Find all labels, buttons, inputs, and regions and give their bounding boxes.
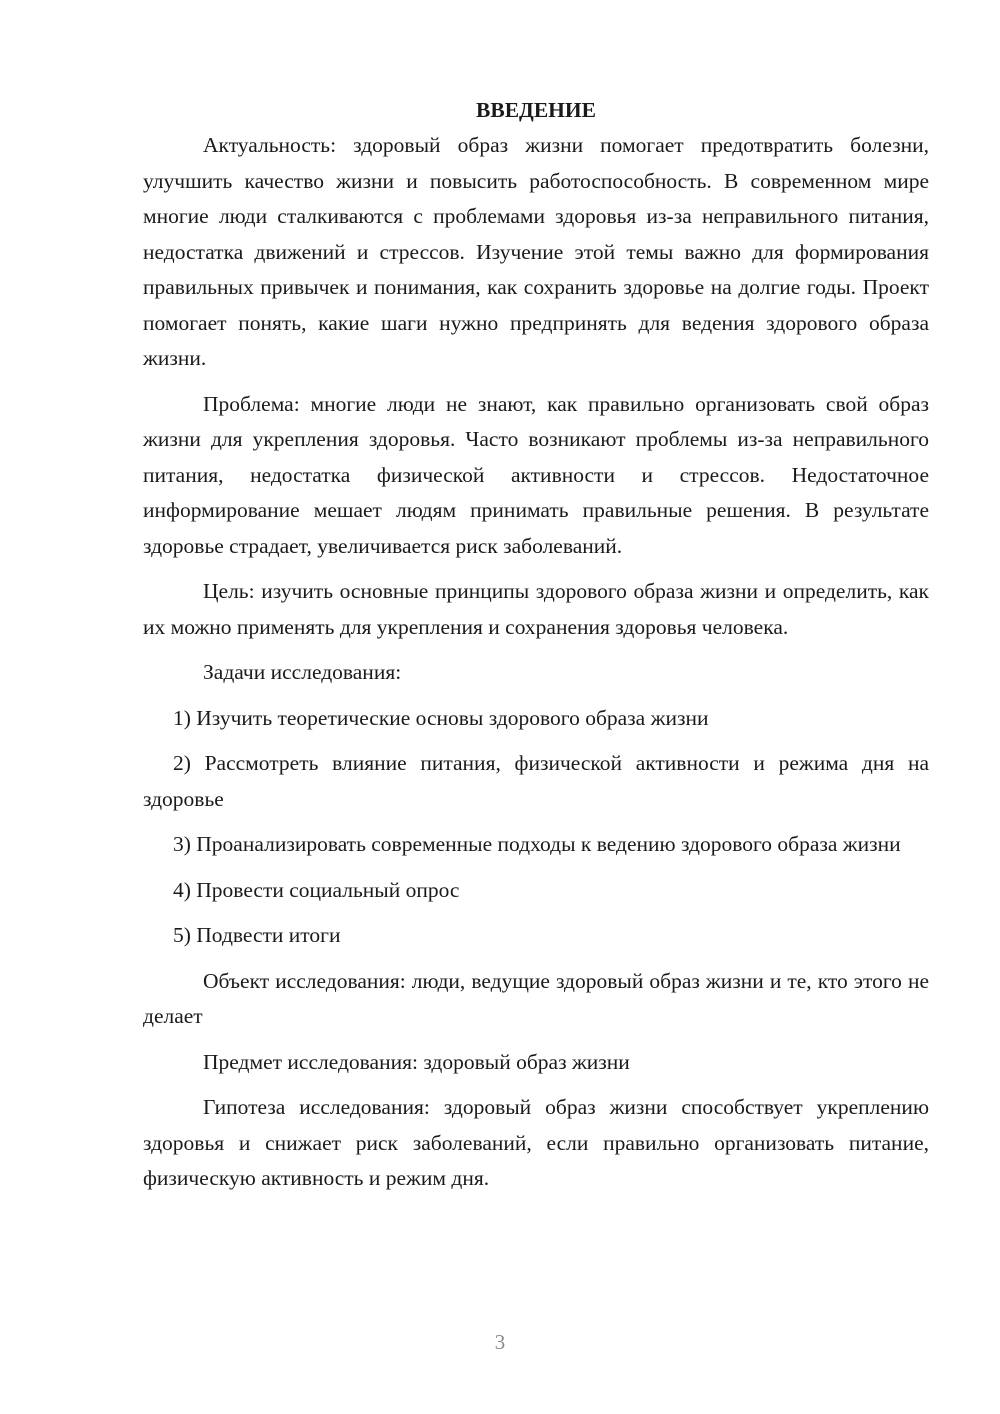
task-item-4: 4) Провести социальный опрос <box>173 877 460 902</box>
paragraph-relevance: Актуальность: здоровый образ жизни помогает предотвратить болезни, улучшить качество жизни и повысить работоспособность. В современном мире многие люди сталкиваются с проблемами здоровья из-за неправильного питания, недостатка движений и стрессов. Изучение этой темы важно для формирования правильных привычек и понимания, как сохранить здоровье на долгие годы. Проект помогает понять, какие шаги нужно предпринять для ведения здорового образа жизни. <box>143 133 929 370</box>
page-number: 3 <box>494 1330 506 1354</box>
task-item-5: 5) Подвести итоги <box>173 923 341 947</box>
document-page <box>143 92 929 1207</box>
paragraph-object: Объект исследования: люди, ведущие здоровый образ жизни и те, кто этого не делает <box>143 968 929 1028</box>
paragraph-goal: Цель: изучить основные принципы здорового образа жизни и определить, как их можно применять для укрепления и сохранения здоровья человека. <box>143 579 929 639</box>
task-item-3: 3) Проанализировать современные подходы к ведению здорового образа жизни <box>173 832 901 856</box>
paragraph-subject: Предмет исследования: здоровый образ жизни <box>203 1049 630 1074</box>
page-title: ВВЕДЕНИЕ <box>476 98 596 122</box>
tasks-heading: Задачи исследования: <box>203 660 402 684</box>
paragraph-hypothesis: Гипотеза исследования: здоровый образ жизни способствует укреплению здоровья и снижает риск заболеваний, если правильно организовать питание, физическую активность и режим дня. <box>143 1095 929 1190</box>
task-item-1: 1) Изучить теоретические основы здорового образа жизни <box>173 705 709 730</box>
task-item-2: 2) Рассмотреть влияние питания, физической активности и режима дня на здоровье <box>143 751 929 811</box>
paragraph-problem: Проблема: многие люди не знают, как правильно организовать свой образ жизни для укрепления здоровья. Часто возникают проблемы из-за неправильного питания, недостатка физической активности и стрессов. Недостаточное информирование мешает людям принимать правильные решения. В результате здоровье страдает, увеличивается риск заболеваний. <box>143 391 929 558</box>
